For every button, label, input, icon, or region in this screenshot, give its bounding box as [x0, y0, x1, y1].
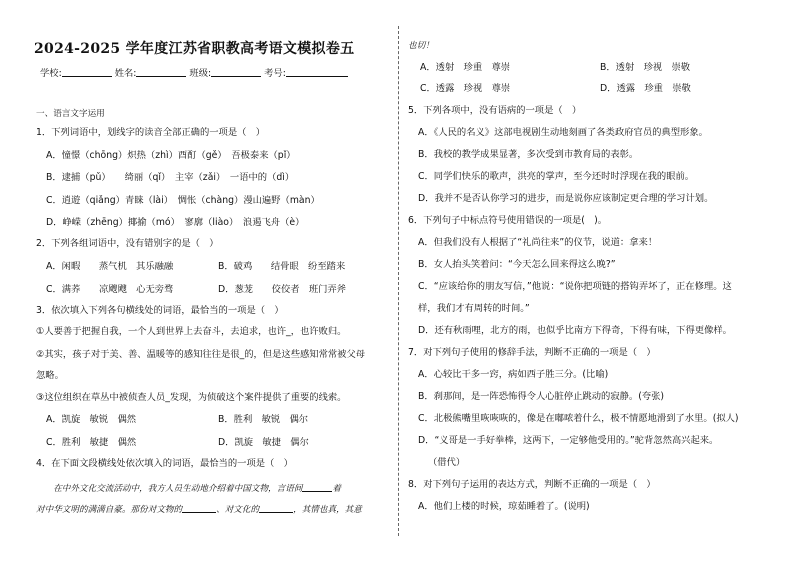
question-4-stem: 4．在下面文段横线处依次填入的词语，最恰当的一项是（ ）	[36, 458, 293, 469]
q4-passage-text: 着	[332, 484, 342, 494]
question-8-stem: 8．对下列句子运用的表达方式，判断不正确的一项是（ ）	[408, 479, 656, 490]
q6-option-d[interactable]: D．还有秋雨哩，北方的雨，也似乎比南方下得奇，下得有味，下得更像样。	[418, 325, 732, 336]
q2-option-b[interactable]: B．破鸡 结骨眼 纷至踏来	[218, 261, 346, 272]
class-label: 班级:	[189, 68, 212, 79]
q2-option-d[interactable]: D．葱茏 佼佼者 班门弄斧	[218, 284, 347, 295]
q8-option-a[interactable]: A．他们上楼的时候，琼茹睡着了。(说明)	[418, 501, 590, 512]
q6-option-c[interactable]: C．“应该给你的朋友写信，”他说：“说你把项链的搭钩弄坏了，正在修理。这	[418, 281, 732, 292]
q4-blank-3[interactable]	[259, 502, 293, 513]
q2-option-c[interactable]: C．满荞 凉飕飕 心无旁骛	[46, 284, 174, 295]
q4-blank-2[interactable]	[182, 502, 216, 513]
exam-title: 2024-2025 学年度江苏省职教高考语文模拟卷五	[34, 41, 355, 57]
exam-no-field[interactable]	[286, 66, 348, 77]
student-info-row	[40, 66, 348, 80]
q7-option-b[interactable]: B．刹那间，是一阵恐怖得令人心脏停止跳动的寂静。(夸张)	[418, 391, 665, 402]
q1-option-c[interactable]: C．逍遊（qiǎng）青睐（lài） 惆怅（chàng）漫山遍野（màn）	[46, 195, 320, 206]
q7-option-d[interactable]: D．“义哥是一手好拳棒，这两下，一定够他受用的。”驼背忽然高兴起来。	[418, 435, 719, 446]
question-2-stem: 2．下列各组词语中，没有错别字的是（ ）	[36, 238, 219, 249]
q5-option-c[interactable]: C．同学们快乐的歌声，洪亮的掌声，至今还时时浮现在我的眼前。	[418, 171, 695, 182]
q3-option-a[interactable]: A．凯旋 敏锐 偶然	[46, 414, 137, 425]
question-6-stem: 6．下列句子中标点符号使用错误的一项是( )。	[408, 215, 608, 226]
q5-option-d[interactable]: D．我并不是否认你学习的进步，而是说你应该制定更合理的学习计划。	[418, 193, 714, 204]
q3-sentence-2-cont: 忽略。	[36, 370, 64, 381]
q3-sentence-3: ③这位组织在草丛中被侦查人员_发现，为侦破这个案件提供了重要的线索。	[36, 392, 347, 403]
section-heading: 一、语言文字运用	[36, 109, 105, 119]
school-label: 学校:	[40, 68, 62, 79]
q5-option-a[interactable]: A．《人民的名义》这部电视剧生动地刻画了各类政府官员的典型形象。	[418, 127, 708, 138]
q4-option-d[interactable]: D．透露 珍重 崇敬	[600, 83, 691, 94]
q3-option-c[interactable]: C．胜利 敏捷 偶然	[46, 437, 137, 448]
name-label: 姓名:	[114, 68, 137, 79]
q2-option-a[interactable]: A．闲暇 蒸气机 其乐融融	[46, 261, 174, 272]
q4-passage-line-1	[36, 481, 341, 495]
q4-passage-line-2	[36, 502, 362, 516]
question-7-stem: 7．对下列句子使用的修辞手法，判断不正确的一项是（ ）	[408, 347, 656, 358]
q3-sentence-2: ②其实，孩子对于美、善、温暖等的感知往往是很_的，但是这些感知常常被父母	[36, 349, 366, 360]
q4-option-a[interactable]: A．透射 珍重 尊崇	[420, 62, 511, 73]
q6-option-a[interactable]: A．但我们没有人根据了“礼尚往来”的仪节，说道：拿来！	[418, 237, 658, 248]
q1-option-d[interactable]: D．峥嵘（zhēng）揶揄（mó） 寥廓（liào） 浪遏飞舟（è）	[46, 217, 305, 228]
q5-option-b[interactable]: B．我校的教学成果显著，多次受到市教育局的表彰。	[418, 149, 639, 160]
q4-passage-text: 对中华文明的满满自豪。那份对文物的	[36, 505, 183, 515]
q3-sentence-1: ①人要善于把握自我，一个人到世界上去奋斗，去追求，也许_，也许败归。	[36, 326, 347, 337]
exam-no-label: 考号:	[264, 68, 286, 79]
q6-option-b[interactable]: B．女人抬头笑着问：“今天怎么回来得这么晚?”	[418, 259, 616, 270]
q6-option-c-cont: 样，我们才有周转的时间。”	[418, 303, 530, 314]
question-1-stem: 1．下列词语中，划线字的读音全部正确的一项是（ ）	[36, 127, 266, 138]
q4-blank-1[interactable]	[302, 481, 332, 492]
q7-option-a[interactable]: A．心较比干多一窍，病如西子胜三分。(比喻)	[418, 369, 609, 380]
q3-option-d[interactable]: D．凯旋 敏捷 偶尔	[218, 437, 309, 448]
name-field[interactable]	[136, 66, 186, 77]
q7-option-d-cont: （借代）	[428, 457, 466, 468]
q4-passage-end: 也切！	[408, 41, 434, 51]
q4-passage-text: 、对文化的	[216, 505, 260, 515]
question-5-stem: 5．下列各项中，没有语病的一项是（ ）	[408, 105, 582, 116]
q4-passage-text: 在中外文化交流活动中，我方人员生动地介绍着中国文物，言语间	[36, 484, 303, 494]
q3-option-b[interactable]: B．胜利 敏锐 偶尔	[218, 414, 309, 425]
q4-option-b[interactable]: B．透射 珍视 崇敬	[600, 62, 691, 73]
q7-option-c[interactable]: C．北极熊嘴里咴咴咴的，像是在嘟哝着什么，极不情愿地滑到了水里。(拟人)	[418, 413, 739, 424]
q4-option-c[interactable]: C．透露 珍视 尊崇	[420, 83, 511, 94]
question-3-stem: 3．依次填入下列各句横线处的词语，最恰当的一项是（ ）	[36, 305, 284, 316]
school-field[interactable]	[62, 66, 112, 77]
q4-passage-text: ，其情也真，其意	[293, 505, 362, 515]
column-divider	[398, 26, 399, 536]
q1-option-a[interactable]: A．憧憬（chōng）炽热（zhì）酉酊（gě） 吾极泰来（pǐ）	[46, 150, 296, 161]
class-field[interactable]	[211, 66, 261, 77]
q1-option-b[interactable]: B．逮捕（pǔ） 绮丽（qǐ） 主宰（zǎi） 一语中的（dì）	[46, 172, 295, 183]
